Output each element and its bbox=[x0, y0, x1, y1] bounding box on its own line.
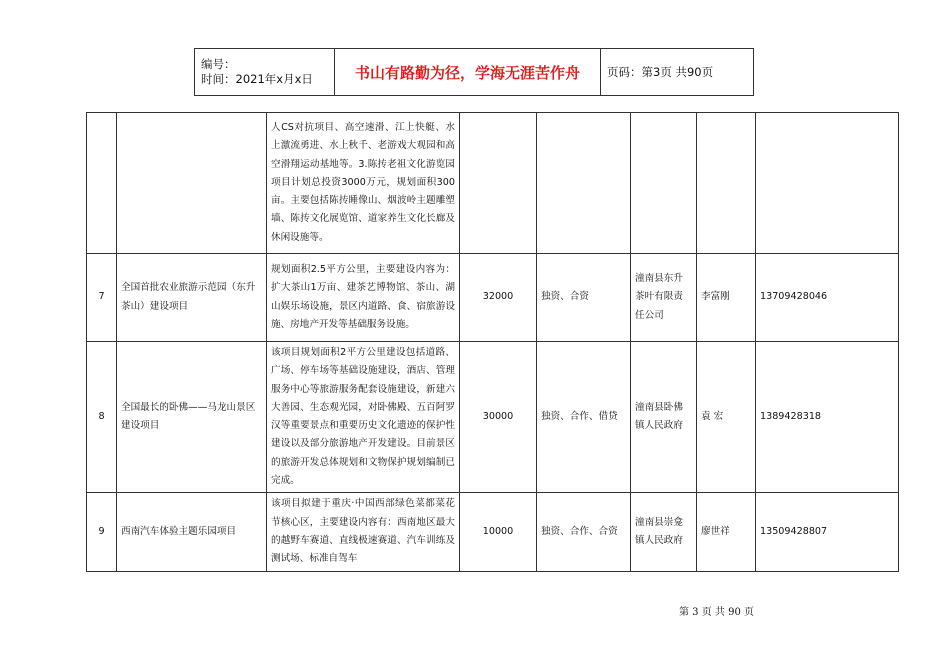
responsible-unit: 潼南县卧佛镇人民政府 bbox=[631, 342, 697, 493]
number-label: 编号： bbox=[201, 57, 236, 71]
cooperation-method: 独资、合作、合资 bbox=[537, 493, 631, 571]
motto: 书山有路勤为径，学海无涯苦作舟 bbox=[335, 49, 601, 96]
cooperation-method bbox=[537, 113, 631, 254]
row-number bbox=[87, 113, 117, 254]
contact-person: 袁 宏 bbox=[697, 342, 756, 493]
date-label: 时间：2021年x月x日 bbox=[201, 72, 313, 86]
page-header bbox=[194, 48, 754, 96]
investment-amount bbox=[460, 113, 537, 254]
project-name bbox=[117, 113, 267, 254]
investment-amount: 10000 bbox=[460, 493, 537, 571]
cooperation-method: 独资、合作、借贷 bbox=[537, 342, 631, 493]
project-description: 人CS对抗项目、高空速滑、江上快艇、水上激流勇进、水上秋千、老游戏大观园和高空滑翔运动基地等。3.陈抟老祖文化游览园项目计划总投资3000万元，规划面积300亩。主要包括陈抟睡像山、烟波岭主题雕塑墙、陈抟文化展览馆、道家养生文化长廊及休闲设施等。 bbox=[267, 113, 460, 254]
table-row bbox=[87, 254, 899, 342]
table-row bbox=[87, 113, 899, 254]
row-number: 8 bbox=[87, 342, 117, 493]
page-footer: 第 3 页 共 90 页 bbox=[679, 607, 754, 618]
project-name: 全国最长的卧佛——马龙山景区建设项目 bbox=[117, 342, 267, 493]
project-name: 西南汽车体验主题乐园项目 bbox=[117, 493, 267, 571]
row-number: 9 bbox=[87, 493, 117, 571]
project-name: 全国首批农业旅游示范园（东升茶山）建设项目 bbox=[117, 254, 267, 342]
responsible-unit bbox=[631, 113, 697, 254]
contact-phone: 1389428318 bbox=[756, 342, 899, 493]
investment-amount: 30000 bbox=[460, 342, 537, 493]
row-number: 7 bbox=[87, 254, 117, 342]
table-row bbox=[87, 342, 899, 493]
contact-phone bbox=[756, 113, 899, 254]
project-description: 规划面积2.5平方公里，主要建设内容为：扩大茶山1万亩、建茶艺博物馆、茶山、湖山娱乐场设施，景区内道路、食、宿旅游设施、房地产开发等基础服务设施。 bbox=[267, 254, 460, 342]
page-label: 页码：第3页 共90页 bbox=[601, 49, 754, 96]
table-row bbox=[87, 493, 899, 571]
contact-person: 李富刚 bbox=[697, 254, 756, 342]
contact-phone: 13709428046 bbox=[756, 254, 899, 342]
project-table bbox=[86, 112, 899, 572]
project-description: 该项目规划面积2平方公里建设包括道路、广场、停车场等基础设施建设，酒店、管理服务中心等旅游服务配套设施建设，新建六大善园、生态观光园，对卧佛殿、五百阿罗汉等重要景点和重要历史文化遗迹的保护性建设以及部分旅游地产开发建设。目前景区的旅游开发总体规划和文物保护规划编制已完成。 bbox=[267, 342, 460, 493]
responsible-unit: 潼南县崇龛镇人民政府 bbox=[631, 493, 697, 571]
project-description: 该项目拟建于重庆·中国西部绿色菜都菜花节核心区，主要建设内容有：西南地区最大的越野车赛道、直线极速赛道、汽车训练及测试场、标准自驾车 bbox=[267, 493, 460, 571]
contact-person bbox=[697, 113, 756, 254]
contact-person: 廖世祥 bbox=[697, 493, 756, 571]
responsible-unit: 潼南县东升茶叶有限责任公司 bbox=[631, 254, 697, 342]
investment-amount: 32000 bbox=[460, 254, 537, 342]
cooperation-method: 独资、合资 bbox=[537, 254, 631, 342]
header-meta bbox=[195, 49, 335, 96]
contact-phone: 13509428807 bbox=[756, 493, 899, 571]
